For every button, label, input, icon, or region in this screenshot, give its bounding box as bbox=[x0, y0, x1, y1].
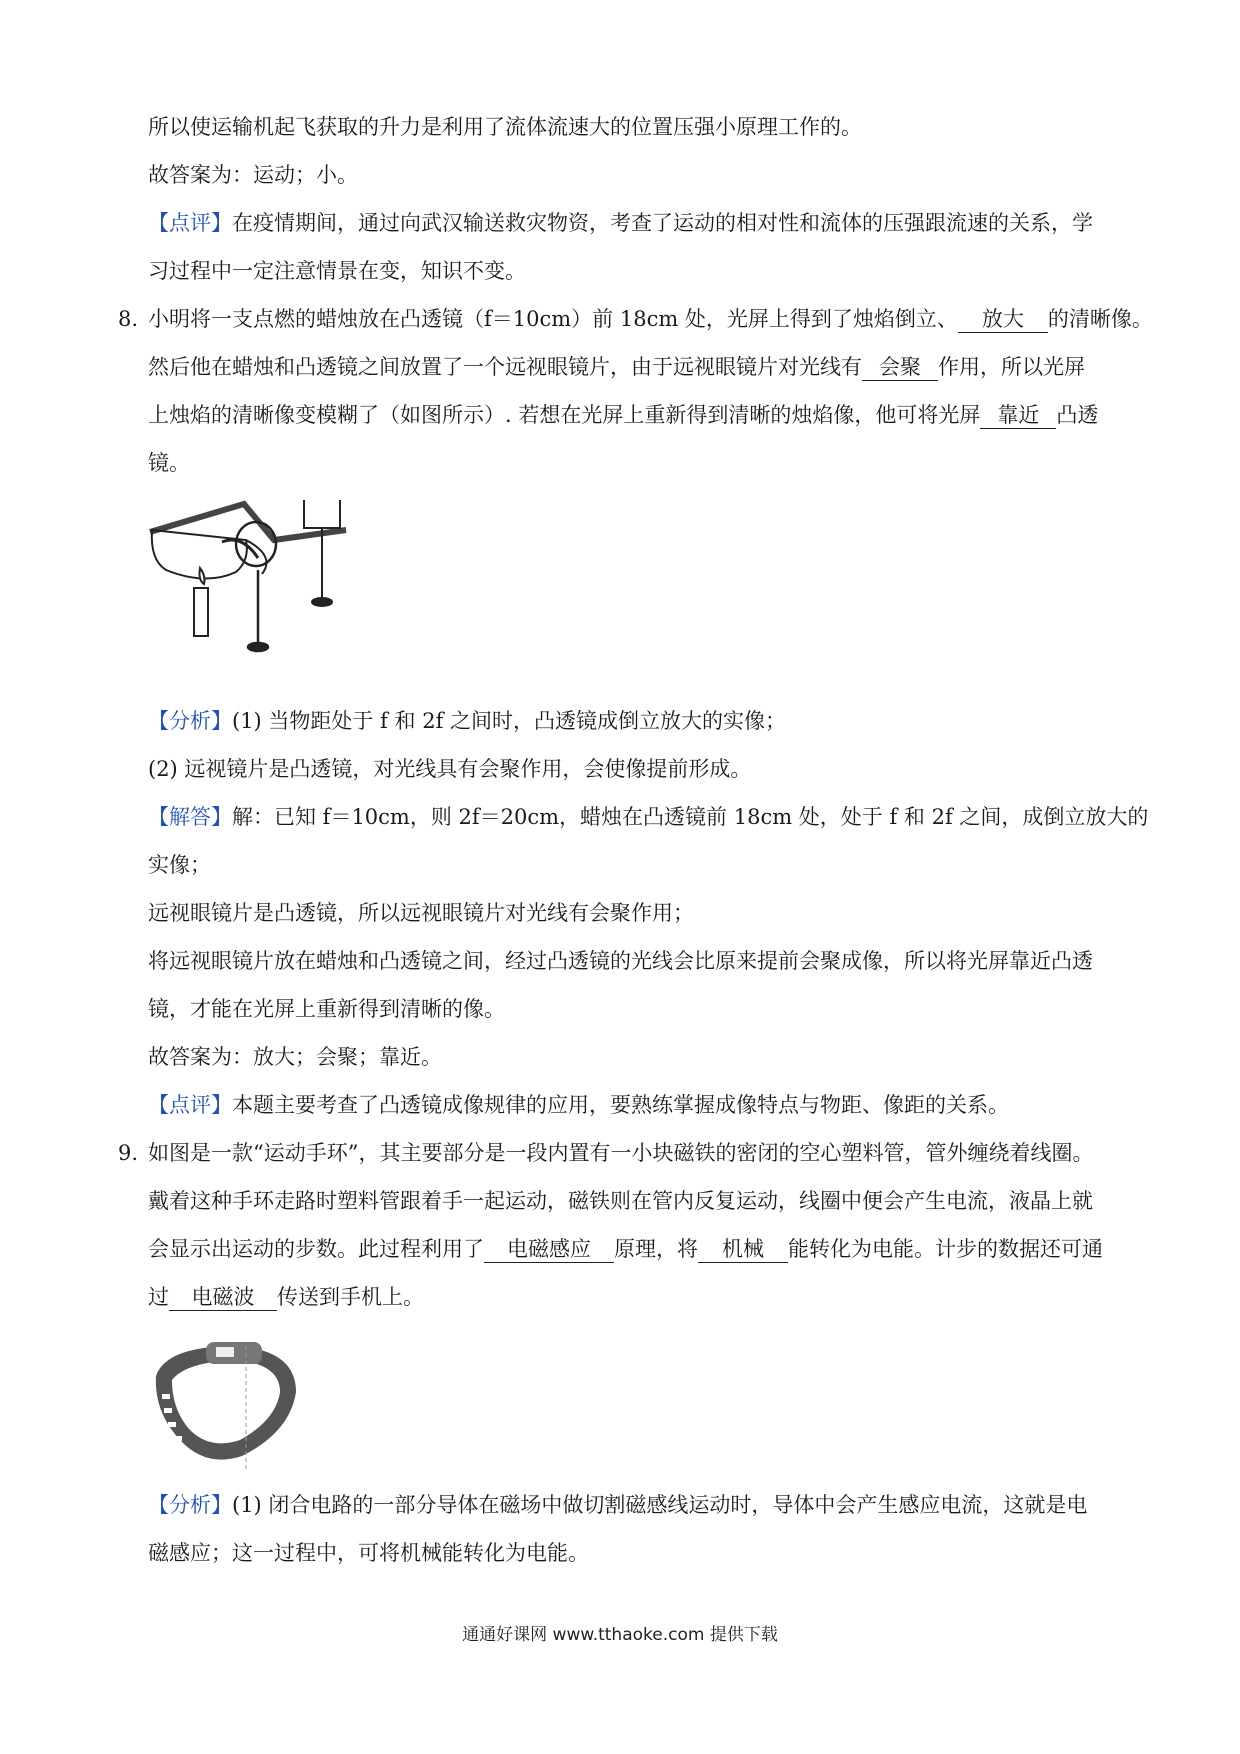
analysis-tag: 【分析】 bbox=[148, 1493, 232, 1517]
answer-blank: 靠近 bbox=[980, 402, 1056, 429]
q9-line-3 bbox=[148, 1234, 1140, 1264]
q9-text: 过 bbox=[148, 1285, 169, 1309]
analysis-line: 磁感应；这一过程中，可将机械能转化为电能。 bbox=[148, 1541, 589, 1565]
answer-line: 实像； bbox=[148, 853, 211, 877]
review-line bbox=[148, 208, 1140, 238]
glasses-icon bbox=[150, 504, 346, 579]
review-text: 在疫情期间，通过向武汉输送救灾物资，考查了运动的相对性和流体的压强跟流速的关系，学 bbox=[232, 211, 1093, 235]
analysis-text: (1) 当物距处于 f 和 2f 之间时，凸透镜成倒立放大的实像； bbox=[232, 709, 787, 733]
analysis-tag: 【分析】 bbox=[148, 709, 232, 733]
screen-icon bbox=[304, 500, 340, 606]
q8-text: 上烛焰的清晰像变模糊了（如图所示）. 若想在光屏上重新得到清晰的烛焰像，他可将光屏 bbox=[148, 403, 981, 427]
answer-text: 解：已知 f＝10cm，则 2f＝20cm，蜡烛在凸透镜前 18cm 处，处于 f 和 2f 之间，成倒立放大的 bbox=[232, 805, 1149, 829]
answer-line: 镜，才能在光屏上重新得到清晰的像。 bbox=[148, 997, 505, 1021]
wristband-figure bbox=[146, 1336, 306, 1476]
q8-line-4: 镜。 bbox=[148, 451, 190, 475]
answer-blank: 电磁波 bbox=[169, 1284, 277, 1311]
q8-text: 小明将一支点燃的蜡烛放在凸透镜（f＝10cm）前 18cm 处，光屏上得到了烛焰倒立、 bbox=[148, 307, 958, 331]
q8-line-1 bbox=[148, 304, 1153, 334]
analysis-line bbox=[148, 706, 1140, 736]
answer-line bbox=[148, 802, 1149, 832]
answer-tag: 【解答】 bbox=[148, 805, 232, 829]
q9-text: 能转化为电能。计步的数据还可通 bbox=[788, 1237, 1103, 1261]
q9-text: 传送到手机上。 bbox=[277, 1285, 424, 1309]
answer-line: 远视眼镜片是凸透镜，所以远视眼镜片对光线有会聚作用； bbox=[148, 901, 694, 925]
q8-text: 然后他在蜡烛和凸透镜之间放置了一个远视眼镜片，由于远视眼镜片对光线有 bbox=[148, 355, 862, 379]
lens-experiment-figure bbox=[146, 500, 366, 700]
question-number: 9. bbox=[118, 1141, 139, 1165]
fitness-band-icon bbox=[156, 1342, 296, 1472]
question-number: 8. bbox=[118, 307, 139, 331]
answer-line: 将远视眼镜片放在蜡烛和凸透镜之间，经过凸透镜的光线会比原来提前会聚成像，所以将光屏靠近凸透 bbox=[148, 949, 1093, 973]
final-answer-line: 故答案为：放大；会聚；靠近。 bbox=[148, 1045, 442, 1069]
review-line bbox=[148, 1090, 1140, 1120]
text-line: 习过程中一定注意情景在变，知识不变。 bbox=[148, 259, 526, 283]
q9-line-4 bbox=[148, 1282, 1140, 1312]
page-footer: 通通好课网 www.tthaoke.com 提供下载 bbox=[462, 1625, 778, 1645]
analysis-line: (2) 远视镜片是凸透镜，对光线具有会聚作用，会使像提前形成。 bbox=[148, 757, 752, 781]
answer-blank: 会聚 bbox=[862, 354, 938, 381]
q8-text: 的清晰像。 bbox=[1047, 307, 1153, 331]
q9-line-1: 如图是一款“运动手环”，其主要部分是一段内置有一小块磁铁的密闭的空心塑料管，管外缠绕着线圈。 bbox=[148, 1141, 1094, 1165]
analysis-text: (1) 闭合电路的一部分导体在磁场中做切割磁感线运动时，导体中会产生感应电流，这就是电 bbox=[232, 1493, 1088, 1517]
text-line: 所以使运输机起飞获取的升力是利用了流体流速大的位置压强小原理工作的。 bbox=[148, 115, 862, 139]
review-tag: 【点评】 bbox=[148, 211, 232, 235]
q8-line-3 bbox=[148, 400, 1140, 430]
q9-text: 原理，将 bbox=[614, 1237, 698, 1261]
answer-blank: 电磁感应 bbox=[484, 1236, 614, 1263]
q9-line-2: 戴着这种手环走路时塑料管跟着手一起运动，磁铁则在管内反复运动，线圈中便会产生电流，液晶上就 bbox=[148, 1189, 1093, 1213]
q8-text: 凸透 bbox=[1056, 403, 1099, 427]
analysis-line bbox=[148, 1490, 1140, 1520]
review-text: 本题主要考查了凸透镜成像规律的应用，要熟练掌握成像特点与物距、像距的关系。 bbox=[232, 1093, 1009, 1117]
q8-text: 作用，所以光屏 bbox=[938, 355, 1085, 379]
q9-text: 会显示出运动的步数。此过程利用了 bbox=[148, 1237, 484, 1261]
q8-line-2 bbox=[148, 352, 1140, 382]
text-line: 故答案为：运动；小。 bbox=[148, 163, 358, 187]
answer-blank: 放大 bbox=[958, 306, 1048, 333]
answer-blank: 机械 bbox=[698, 1236, 788, 1263]
review-tag: 【点评】 bbox=[148, 1093, 232, 1117]
